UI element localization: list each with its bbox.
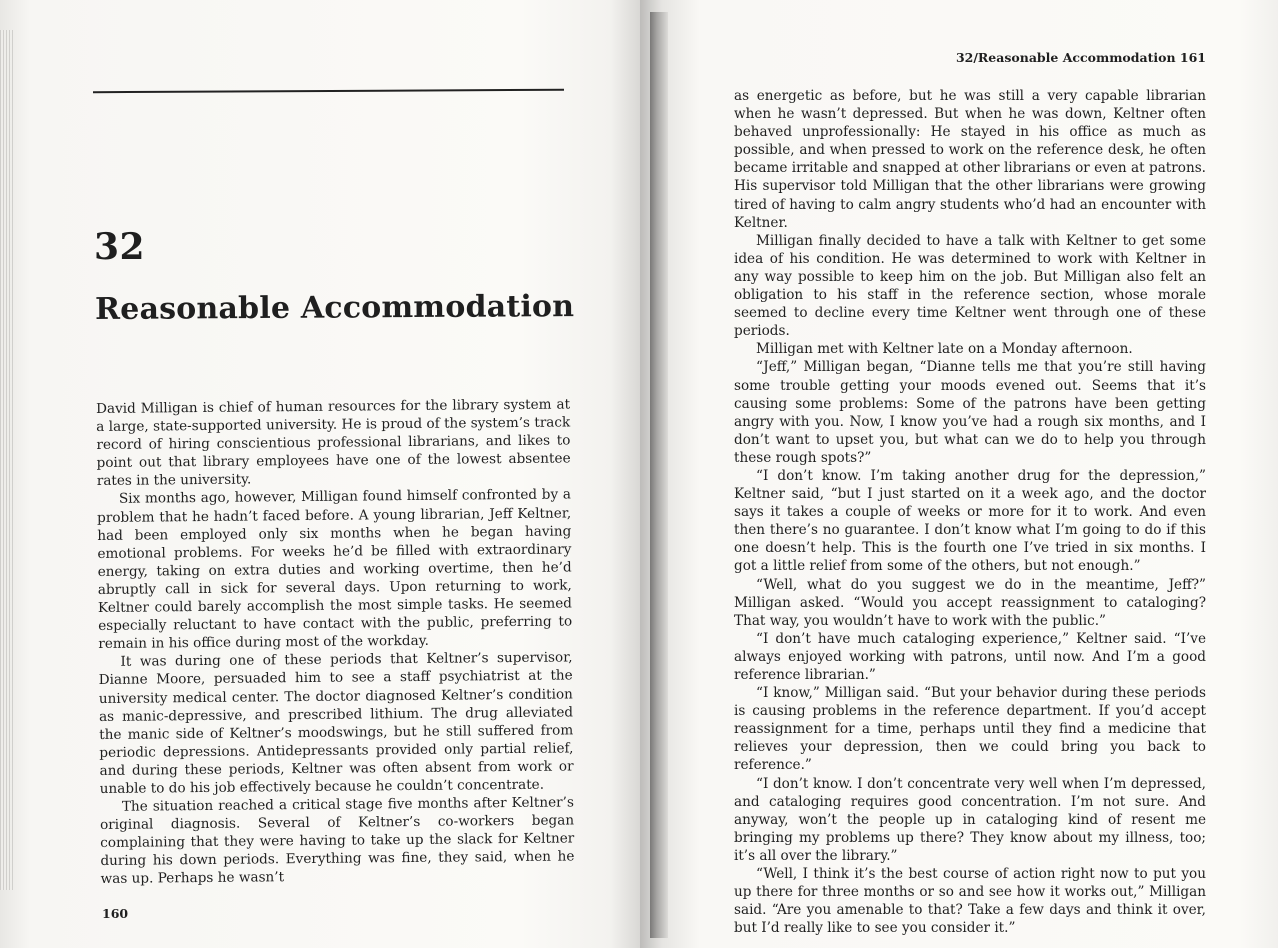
paragraph: “Well, what do you suggest we do in the meantime, Jeff?” Milligan asked. “Would you accept reassignment to cataloging? That way, you wouldn’t have to work with the public.” (734, 576, 1206, 629)
paragraph: The situation reached a critical stage five months after Keltner’s original diagnosis. Several of Keltner’s co-workers began complaining that they were having to take up the slack for Keltner during his down periods. Everything was fine, they said, when he was up. Perhaps he wasn’t (100, 794, 575, 888)
paragraph: “I don’t have much cataloging experience,” Keltner said. “I’ve always enjoyed working with patrons, until now. And I’m a good reference librarian.” (734, 630, 1206, 683)
paragraph: Six months ago, however, Milligan found himself confronted by a problem that he hadn’t faced before. A young librarian, Jeff Keltner, had been employed only six months when he began having emotional problems. For weeks he’d be filled with extraordinary energy, taking on extra duties and working overtime, then he’d abruptly call in sick for several days. Upon returning to work, Keltner could barely accomplish the most simple tasks. He seemed especially reluctant to have contact with the public, preferring to remain in his office during most of the workday. (97, 486, 573, 653)
right-body-text (734, 87, 1206, 937)
paragraph: “Jeff,” Milligan began, “Dianne tells me that you’re still having some trouble getting your moods evened out. Seems that it’s causing some problems: Some of the patrons have been getting angry with you. Now, I know you’ve had a rough six months, and I don’t want to upset you, but what can we do to help you through these rough spots?” (734, 359, 1206, 466)
chapter-number: 32 (94, 226, 146, 268)
chapter-title: Reasonable Accommodation (95, 289, 575, 327)
paragraph: “I know,” Milligan said. “But your behavior during these periods is causing problems in the reference department. If you’d accept reassignment for a time, perhaps until they find a medicine that relieves your depression, then we could bring you back to reference.” (734, 685, 1206, 774)
chapter-rule (93, 89, 564, 93)
paragraph: Milligan met with Keltner late on a Monday afternoon. (756, 341, 1133, 358)
paragraph: “Well, I think it’s the best course of action right now to put you up there for three months or so and see how it works out,” Milligan said. “Are you amenable to that? Take a few days and think it over, but I’d really like to see you consider it.” (734, 866, 1206, 937)
running-head: 32/Reasonable Accommodation 161 (955, 50, 1206, 65)
book-gutter (650, 12, 668, 938)
left-body-text (96, 395, 575, 888)
page-edge (0, 30, 14, 890)
paragraph: as energetic as before, but he was still a very capable librarian when he wasn’t depressed. But when he was down, Keltner often behaved unprofessionally: He stayed in his office as much as possible, and when pressed to work on the reference desk, he often became irritable and snapped at other librarians or even at patrons. His supervisor told Milligan that the other librarians were growing tired of having to calm angry students who’d had an encounter with Keltner. (734, 88, 1206, 231)
paragraph: “I don’t know. I don’t concentrate very well when I’m depressed, and cataloging requires good concentration. I’m not sure. And anyway, won’t the people up in cataloging kind of resent me bringing my problems up there? They know about my illness, too; it’s all over the library.” (734, 775, 1206, 864)
page-number-left: 160 (102, 906, 129, 921)
paragraph: David Milligan is chief of human resources for the library system at a large, state-supported university. He is proud of the system’s track record of hiring conscientious professional librarians, and likes to point out that library employees have one of the lowest absentee rates in the university. (96, 396, 571, 490)
paragraph: “I don’t know. I’m taking another drug for the depression,” Keltner said, “but I just started on it a week ago, and the doctor says it takes a couple of weeks or more for it to work. And even then there’s no guarantee. I don’t know what I’m going to do if this one doesn’t help. This is the fourth one I’ve tried in six months. I got a little relief from some of the others, but not enough.” (734, 467, 1206, 575)
paragraph: It was during one of these periods that Keltner’s supervisor, Dianne Moore, persuaded him to see a staff psychiatrist at the university medical center. The doctor diagnosed Keltner’s condition as manic-depressive, and prescribed lithium. The drug alleviated the manic side of Keltner’s moodswings, but he still suffered from periodic depressions. Antidepressants provided only partial relief, and during these periods, Keltner was often absent from work or unable to do his job effectively because he couldn’t concentrate. (98, 649, 574, 797)
paragraph: Milligan finally decided to have a talk with Keltner to get some idea of his condition. He was determined to work with Keltner in any way possible to keep him on the job. But Milligan also felt an obligation to his staff in the reference section, whose morale seemed to decline every time Keltner went through one of these periods. (734, 232, 1206, 340)
